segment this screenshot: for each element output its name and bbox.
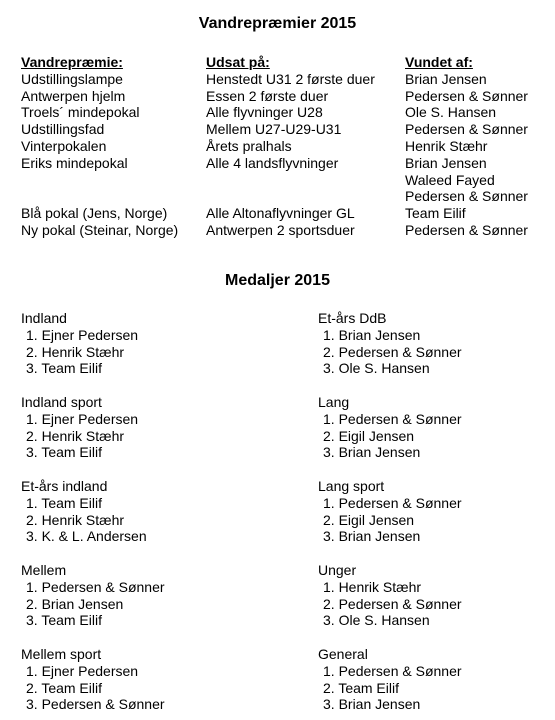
medals-title: Medaljer 2015 (225, 272, 330, 289)
medal-entry: 1. Ejner Pedersen (26, 410, 139, 427)
medal-category (21, 394, 138, 461)
winner-cell: Pedersen & Sønner (405, 188, 528, 205)
winner-cell: Brian Jensen (405, 154, 487, 171)
prize-cell (21, 172, 178, 189)
prize-cell: Antwerpen hjelm (21, 87, 126, 104)
prize-cell: Eriks mindepokal (21, 154, 128, 171)
race-cell: Alle 4 landsflyvninger (206, 154, 339, 171)
race-cell: Antwerpen 2 sportsduer (206, 221, 355, 238)
winner-cell: Waleed Fayed (405, 171, 495, 188)
medal-entry: 2. Pedersen & Sønner (323, 595, 462, 612)
medal-category-name: Indland sport (21, 394, 102, 410)
winner-cell: Pedersen & Sønner (405, 87, 528, 104)
winner-header: Vundet af: (405, 54, 473, 70)
race-cell: Alle Altonaflyvninger GL (206, 205, 355, 222)
medal-entry: 2. Brian Jensen (26, 595, 124, 612)
medal-category-name: Indland (21, 310, 67, 326)
prize-cell: Blå pokal (Jens, Norge) (21, 205, 168, 222)
medal-category (318, 478, 462, 545)
medal-category (21, 478, 147, 545)
prize-cell: Troels´ mindepokal (21, 104, 140, 121)
race-column (206, 54, 375, 239)
winner-cell: Henrik Stæhr (405, 137, 488, 154)
medal-entry: 1. Pedersen & Sønner (26, 578, 165, 595)
race-cell (206, 188, 375, 205)
medal-category-name: Mellem (21, 562, 67, 578)
race-cell (206, 172, 375, 189)
medal-category-name: Et-års indland (21, 478, 108, 494)
medal-entry: 3. Team Eilif (26, 360, 102, 377)
race-cell: Henstedt U31 2 første duer (206, 70, 375, 87)
medal-entry: 2. Team Eilif (26, 679, 102, 696)
medal-category-name: Lang sport (318, 478, 385, 494)
medal-category (21, 310, 138, 377)
race-cell: Essen 2 første duer (206, 87, 329, 104)
medal-category-name: Lang (318, 394, 350, 410)
medal-entry: 3. Brian Jensen (323, 696, 421, 713)
winner-cell: Team Eilif (405, 205, 466, 222)
trophies-title: Vandrepræmier 2015 (198, 15, 357, 32)
medal-category-name: Unger (318, 562, 357, 578)
race-cell: Mellem U27-U29-U31 (206, 121, 342, 138)
medal-entry: 2. Henrik Stæhr (26, 427, 125, 444)
medal-entry: 1. Pedersen & Sønner (323, 494, 462, 511)
medal-category (21, 562, 165, 629)
medal-category-name: Et-års DdB (318, 310, 387, 326)
medal-entry: 1. Henrik Stæhr (323, 578, 422, 595)
race-cell: Årets pralhals (206, 137, 292, 154)
medal-entry: 3. Ole S. Hansen (323, 360, 430, 377)
medal-entry: 1. Team Eilif (26, 494, 102, 511)
medal-category (318, 562, 462, 629)
medal-entry: 3. Team Eilif (26, 444, 102, 461)
prize-cell: Udstillingsfad (21, 121, 105, 138)
medal-entry: 2. Team Eilif (323, 679, 399, 696)
winner-cell: Ole S. Hansen (405, 104, 497, 121)
medal-entry: 3. Pedersen & Sønner (26, 696, 165, 713)
medal-category (21, 646, 165, 713)
medal-entry: 3. K. & L. Andersen (26, 528, 147, 545)
medal-category (318, 310, 462, 377)
medal-entry: 2. Henrik Stæhr (26, 511, 125, 528)
medal-entry: 1. Ejner Pedersen (26, 326, 139, 343)
race-cell: Alle flyvninger U28 (206, 104, 323, 121)
winner-cell: Brian Jensen (405, 70, 487, 87)
medal-entry: 1. Brian Jensen (323, 326, 421, 343)
medal-category (318, 394, 462, 461)
medal-category-name: General (318, 646, 368, 662)
winner-column (405, 54, 528, 239)
prize-cell: Ny pokal (Steinar, Norge) (21, 221, 179, 238)
medal-entry: 1. Pedersen & Sønner (323, 662, 462, 679)
medal-entry: 3. Team Eilif (26, 612, 102, 629)
medal-entry: 3. Brian Jensen (323, 528, 421, 545)
medal-entry: 3. Brian Jensen (323, 444, 421, 461)
prize-cell: Udstillingslampe (21, 70, 123, 87)
medal-entry: 2. Pedersen & Sønner (323, 343, 462, 360)
medal-entry: 3. Ole S. Hansen (323, 612, 430, 629)
medal-entry: 2. Henrik Stæhr (26, 343, 125, 360)
medal-entry: 2. Eigil Jensen (323, 427, 415, 444)
medal-entry: 1. Ejner Pedersen (26, 662, 139, 679)
medal-entry: 1. Pedersen & Sønner (323, 410, 462, 427)
winner-cell: Pedersen & Sønner (405, 221, 528, 238)
medal-category-name: Mellem sport (21, 646, 102, 662)
prize-column (21, 54, 178, 239)
prize-header: Vandrepræmie: (21, 54, 123, 70)
winner-cell: Pedersen & Sønner (405, 121, 528, 138)
race-header: Udsat på: (206, 54, 270, 70)
medal-category (318, 646, 462, 713)
medal-entry: 2. Eigil Jensen (323, 511, 415, 528)
prize-cell: Vinterpokalen (21, 137, 107, 154)
prize-cell (21, 188, 178, 205)
